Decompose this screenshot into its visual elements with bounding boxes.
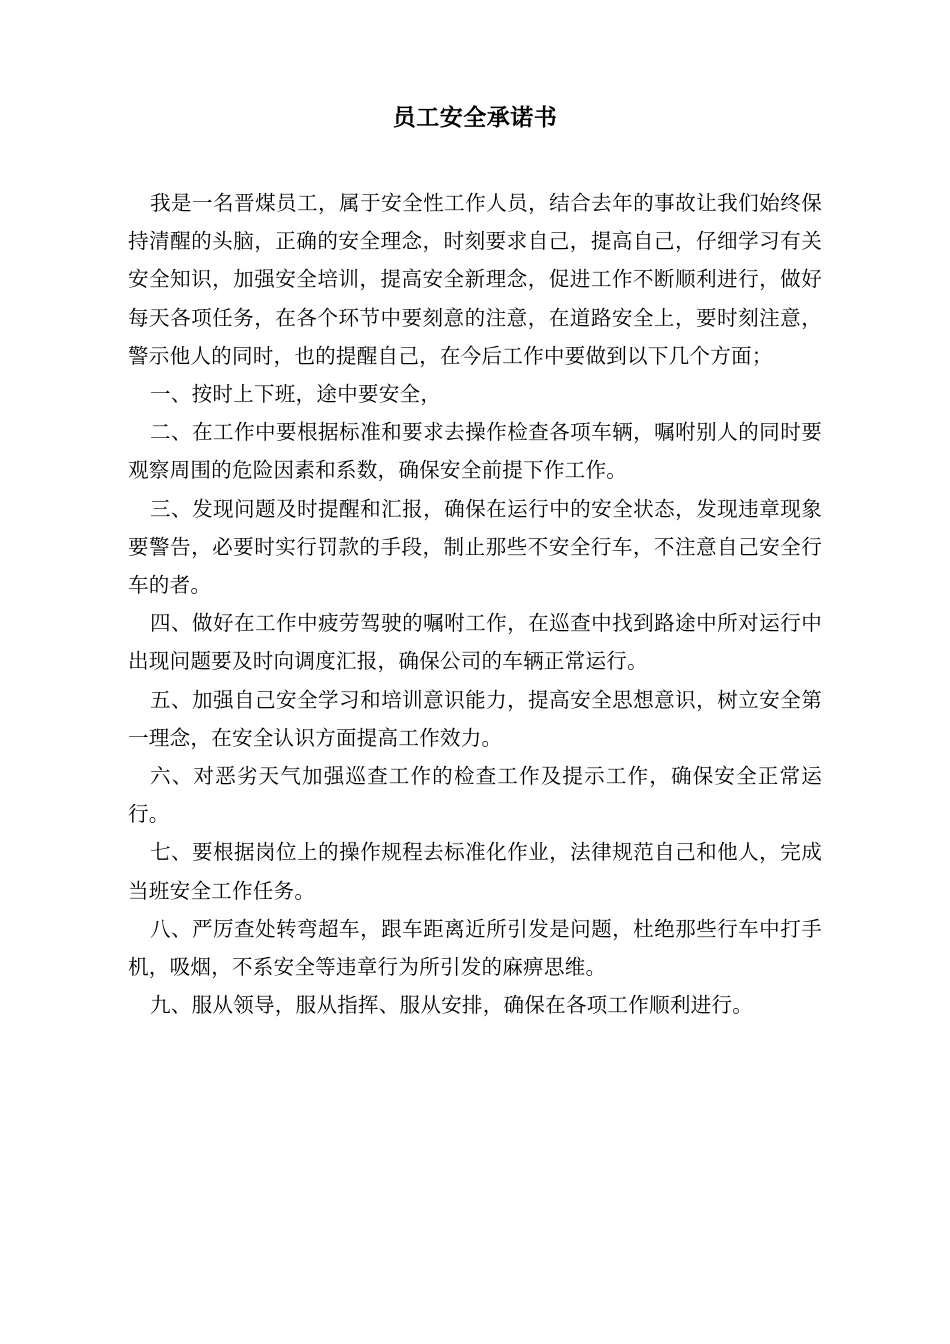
commitment-item-7: 七、要根据岗位上的操作规程去标准化作业，法律规范自己和他人，完成当班安全工作任务。 xyxy=(128,840,822,903)
commitment-item-3: 三、发现问题及时提醒和汇报，确保在运行中的安全状态，发现违章现象要警告，必要时实行罚款的手段，制止那些不安全行车，不注意自己安全行车的者。 xyxy=(128,496,822,598)
commitment-item-1: 一、按时上下班，途中要安全， xyxy=(150,382,442,407)
document-title: 员工安全承诺书 xyxy=(392,105,558,131)
commitment-item-4: 四、做好在工作中疲劳驾驶的嘱咐工作，在巡查中找到路途中所对运行中出现问题要及时向调度汇报，确保公司的车辆正常运行。 xyxy=(128,611,822,674)
commitment-item-6: 六、对恶劣天气加强巡查工作的检查工作及提示工作，确保安全正常运行。 xyxy=(128,764,822,827)
commitment-item-2: 二、在工作中要根据标准和要求去操作检查各项车辆，嘱咐别人的同时要观察周围的危险因素和系数，确保安全前提下作工作。 xyxy=(128,420,822,483)
intro-paragraph: 我是一名晋煤员工，属于安全性工作人员，结合去年的事故让我们始终保持清醒的头脑，正确的安全理念，时刻要求自己，提高自己，仔细学习有关安全知识，加强安全培训，提高安全新理念，促进工作不断顺利进行，做好每天各项任务，在各个环节中要刻意的注意，在道路安全上，要时刻注意，警示他人的同时，也的提醒自己，在今后工作中要做到以下几个方面； xyxy=(128,191,822,368)
commitment-item-9: 九、服从领导，服从指挥、服从安排，确保在各项工作顺利进行。 xyxy=(150,993,754,1018)
document-body xyxy=(128,184,822,1024)
commitment-item-8: 八、严厉查处转弯超车，跟车距离近所引发是问题，杜绝那些行车中打手机，吸烟，不系安全等违章行为所引发的麻痹思维。 xyxy=(128,916,822,980)
commitment-item-5: 五、加强自己安全学习和培训意识能力，提高安全思想意识，树立安全第一理念，在安全认识方面提高工作效力。 xyxy=(128,687,822,750)
